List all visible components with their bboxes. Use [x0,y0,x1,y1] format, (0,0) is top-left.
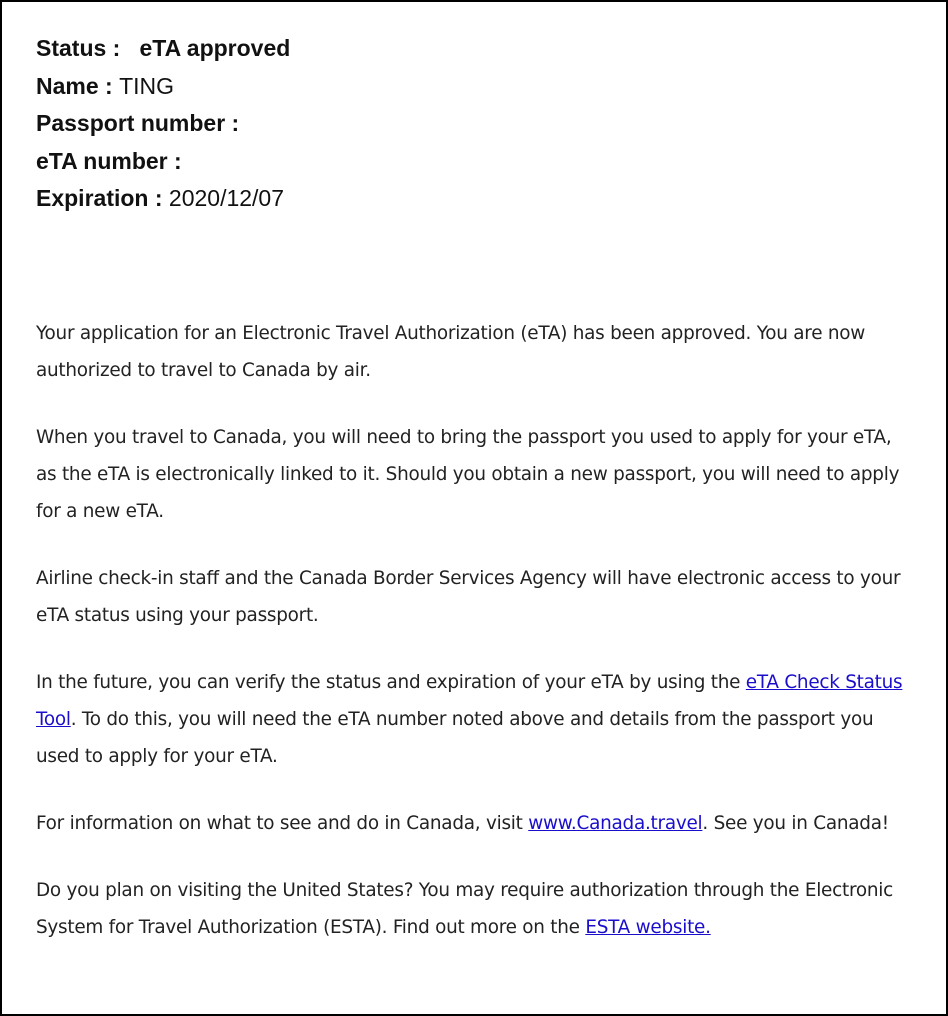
passport-number-label: Passport number : [36,110,240,136]
eta-check-status-tool-link[interactable]: eTA Check Status Tool [36,672,903,730]
name-row [36,68,290,106]
esta-text-before: Do you plan on visiting the United States? You may require authorization through the Electronic System for Travel Authorization (ESTA). Find out more on the [36,880,893,938]
canada-travel-text-after: . See you in Canada! [702,813,889,834]
canada-travel-link[interactable]: www.Canada.travel [528,813,703,834]
status-label: Status : [36,35,121,61]
check-status-text-before: In the future, you can verify the status and expiration of your eTA by using the [36,672,746,693]
status-value: eTA approved [139,35,291,61]
eta-number-row [36,143,290,181]
passport-link-paragraph: When you travel to Canada, you will need to bring the passport you used to apply for your eTA, as the eTA is electronically linked to it. Should you obtain a new passport, you will need to apply for a new eTA. [36,427,900,522]
canada-travel-paragraph [36,805,916,842]
eta-number-label: eTA number : [36,147,182,174]
check-status-paragraph [36,664,916,775]
message-body [36,315,916,976]
expiration-value: 2020/12/07 [168,185,285,211]
passport-row [36,105,290,143]
approval-paragraph: Your application for an Electronic Travel Authorization (eTA) has been approved. You are now authorized to travel to Canada by air. [36,323,866,381]
name-label: Name : [36,72,113,99]
expiration-row [36,180,290,218]
check-status-text-after: . To do this, you will need the eTA number noted above and details from the passport you used to apply for your eTA. [36,709,874,767]
expiration-label: Expiration : [36,185,163,211]
canada-travel-text-before: For information on what to see and do in Canada, visit [36,813,529,834]
esta-website-link[interactable]: ESTA website. [585,917,711,938]
name-value: TING [119,72,175,99]
status-row [36,30,290,68]
status-header [36,30,290,218]
border-access-paragraph: Airline check-in staff and the Canada Border Services Agency will have electronic access to your eTA status using your passport. [36,568,901,626]
esta-paragraph [36,872,916,946]
